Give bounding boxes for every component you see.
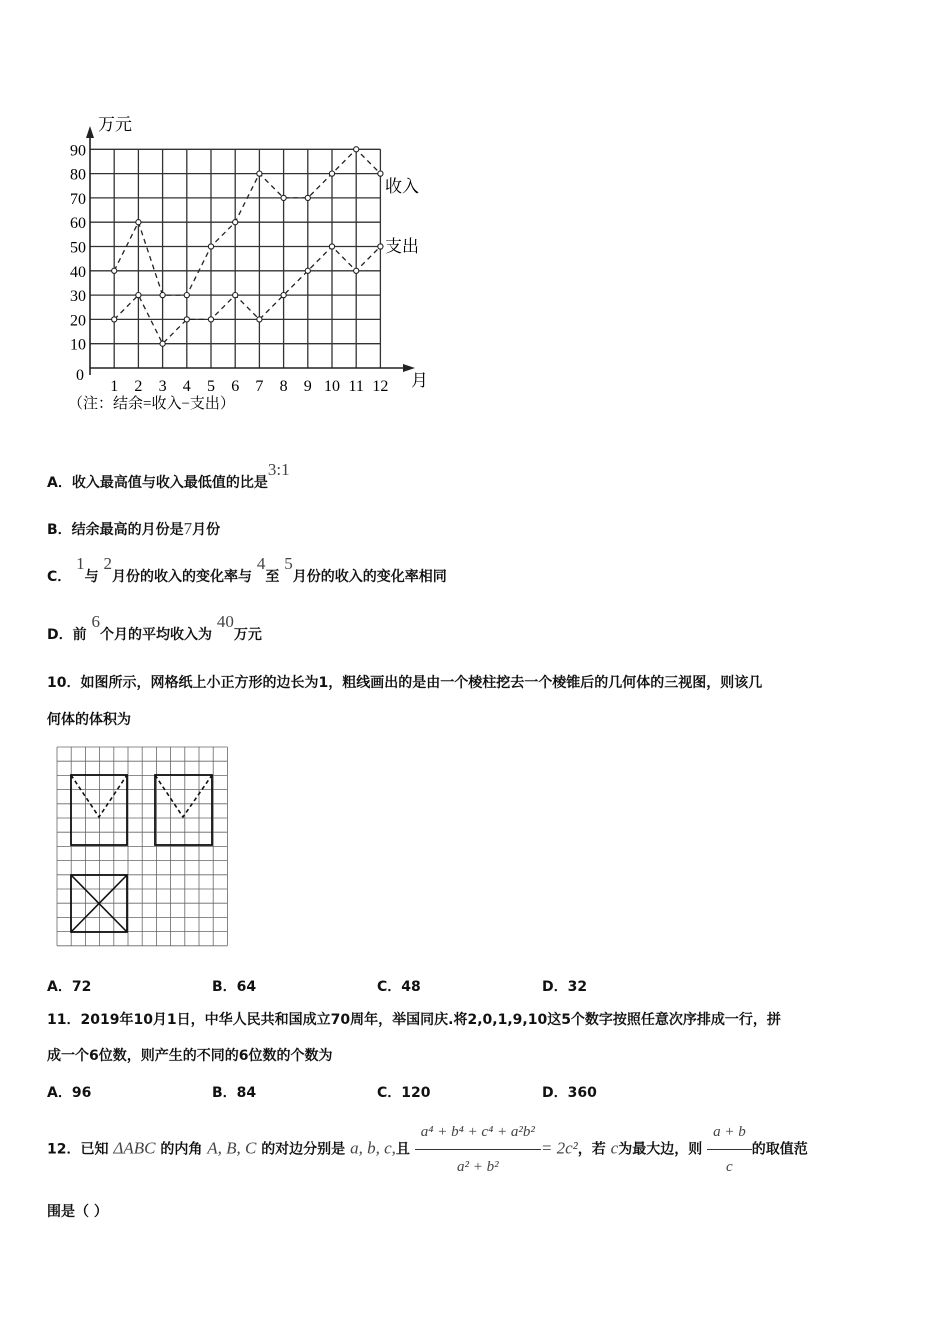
three-view-grid <box>57 747 227 946</box>
x-tick-label: 5 <box>207 378 215 395</box>
chart-grid <box>90 149 380 368</box>
data-point-expense <box>160 341 165 346</box>
q9-option-c-text4: 月份的收入的变化率相同 <box>292 569 447 585</box>
x-tick-label: 1 <box>110 378 119 395</box>
x-tick-label: 12 <box>372 378 389 395</box>
q9-option-c-math2: 2 <box>103 554 113 573</box>
q11-option-a: A．96 <box>47 1085 92 1101</box>
q9-option-a-math: 3:1 <box>267 460 290 479</box>
q12-fraction-denominator: a² + b² <box>457 1159 499 1175</box>
x-tick-label: 9 <box>303 378 312 395</box>
x-tick-label: 7 <box>255 378 264 395</box>
data-point-expense <box>208 317 213 322</box>
q12-ratio-denominator: c <box>726 1159 733 1175</box>
y-tick-label: 40 <box>70 263 86 281</box>
data-point-expense <box>378 244 383 249</box>
q9-option-c-text2: 月份的收入的变化率与 <box>112 569 253 585</box>
q12-math-angles: A, B, C <box>207 1138 257 1158</box>
q10-stem-line2: 何体的体积为 <box>47 712 131 728</box>
q9-option-a <box>47 460 290 493</box>
q12-math-triangle: ΔABC <box>113 1138 156 1158</box>
y-tick-label: 30 <box>70 288 86 306</box>
q9-option-d-text2: 万元 <box>233 627 262 643</box>
q9-option-c-label: C． <box>47 569 72 585</box>
data-point-expense <box>281 293 286 298</box>
x-tick-label: 3 <box>158 378 167 395</box>
front-view-rect <box>71 775 127 845</box>
x-tick-label: 2 <box>134 378 143 395</box>
y-tick-label: 90 <box>70 142 86 160</box>
q11-option-b: B．84 <box>212 1085 257 1101</box>
data-point-expense <box>257 317 262 322</box>
x-tick-labels <box>110 378 388 395</box>
data-point-expense <box>233 293 238 298</box>
data-point-income <box>329 171 334 176</box>
data-point-expense <box>112 317 117 322</box>
q10-stem-line1: 10．如图所示，网格纸上小正方形的边长为1，粗线画出的是由一个棱柱挖去一个棱锥后的几何体的三视图，则该几 <box>47 675 763 691</box>
front-view-hidden-lines <box>71 775 127 817</box>
income-expense-chart <box>40 110 460 420</box>
q12-math-c: c <box>610 1138 619 1158</box>
data-point-income <box>305 195 310 200</box>
data-point-income <box>184 293 189 298</box>
y-unit-label: 万元 <box>98 115 132 134</box>
x-tick-label: 11 <box>348 378 364 395</box>
data-point-expense <box>305 268 310 273</box>
y-tick-label: 10 <box>70 336 86 354</box>
data-point-income <box>208 244 213 249</box>
q9-option-b-math: 7 <box>183 519 193 538</box>
data-point-income <box>281 195 286 200</box>
q9-option-a-text: A．收入最高值与收入最低值的比是 <box>47 475 268 491</box>
q9-option-d <box>47 612 262 645</box>
y-tick-label: 80 <box>70 166 86 184</box>
q12-text5: ，若 <box>577 1141 606 1158</box>
chart-note: （注：结余=收入−支出） <box>68 396 235 412</box>
q11-option-d: D．360 <box>542 1085 597 1101</box>
q12-text1: 12．已知 <box>47 1141 109 1158</box>
q9-option-d-math2: 40 <box>216 612 234 631</box>
q12-stem-line2: 围是（ ） <box>47 1204 108 1220</box>
y-tick-label: 20 <box>70 312 86 330</box>
q11-stem-line2: 成一个6位数，则产生的不同的6位数的个数为 <box>47 1048 333 1064</box>
q9-option-c-math3: 4 <box>256 554 266 573</box>
q9-option-c-math1: 1 <box>76 554 85 573</box>
q12-ratio-numerator: a + b <box>707 1117 752 1150</box>
side-view-rect <box>155 775 212 845</box>
q12-text6: 为最大边，则 <box>618 1141 703 1158</box>
y-tick-label: 50 <box>70 239 86 257</box>
q12-math-equals: = 2c² <box>540 1138 578 1158</box>
x-tick-label: 8 <box>279 378 288 395</box>
q12-math-sides: a, b, c, <box>350 1138 396 1158</box>
side-view-hidden-lines <box>155 775 212 817</box>
data-point-income <box>233 220 238 225</box>
data-point-income <box>378 171 383 176</box>
data-point-expense <box>184 317 189 322</box>
q9-option-b-suffix: 月份 <box>192 522 221 538</box>
q12-text2: 的内角 <box>160 1141 203 1158</box>
q12-stem-line1 <box>47 1117 808 1182</box>
data-point-expense <box>329 244 334 249</box>
data-point-income <box>354 147 359 152</box>
q9-option-d-text1: 个月的平均收入为 <box>100 627 212 643</box>
q10-option-d: D．32 <box>542 979 588 995</box>
data-point-income <box>112 268 117 273</box>
y-axis-arrow <box>86 126 94 138</box>
y-tick-label: 70 <box>70 190 86 208</box>
q9-option-d-label: D．前 <box>47 627 87 643</box>
q9-option-c <box>47 554 447 587</box>
q9-option-c-text3: 至 <box>265 569 280 585</box>
q10-option-b: B．64 <box>212 979 257 995</box>
q9-option-b <box>47 519 220 540</box>
q12-fraction-ratio <box>707 1117 752 1182</box>
three-view-diagram <box>55 745 231 947</box>
q10-option-a: A．72 <box>47 979 92 995</box>
x-tick-label: 10 <box>324 378 340 395</box>
q12-text4: 且 <box>395 1141 410 1158</box>
x-tick-label: 6 <box>231 378 240 395</box>
q9-option-c-text1: 与 <box>84 569 99 585</box>
q11-option-c: C．120 <box>377 1085 431 1101</box>
data-point-income <box>136 220 141 225</box>
x-unit-label: 月 <box>411 371 428 390</box>
q12-fraction-main <box>415 1117 541 1182</box>
y-zero-label: 0 <box>76 367 84 384</box>
y-tick-label: 60 <box>70 215 86 233</box>
q12-text3: 的对边分别是 <box>261 1141 346 1158</box>
q9-option-b-text: B．结余最高的月份是 <box>47 522 184 538</box>
q9-option-c-math4: 5 <box>284 554 293 573</box>
q12-fraction-numerator: a⁴ + b⁴ + c⁴ + a²b² <box>415 1117 541 1150</box>
legend-income: 收入 <box>385 177 419 196</box>
legend-expense: 支出 <box>385 237 419 256</box>
data-point-expense <box>136 293 141 298</box>
q10-option-c: C．48 <box>377 979 421 995</box>
y-tick-labels <box>70 142 86 353</box>
q11-stem-line1: 11．2019年10月1日，中华人民共和国成立70周年，举国同庆.将2,0,1,9,10这5个数字按照任意次序排成一行，拼 <box>47 1012 781 1028</box>
q9-option-d-math1: 6 <box>91 612 100 631</box>
x-tick-label: 4 <box>182 378 191 395</box>
data-point-expense <box>354 268 359 273</box>
data-point-income <box>160 293 165 298</box>
data-point-income <box>257 171 262 176</box>
q12-text7: 的取值范 <box>751 1141 808 1158</box>
chart-axes <box>86 126 415 375</box>
